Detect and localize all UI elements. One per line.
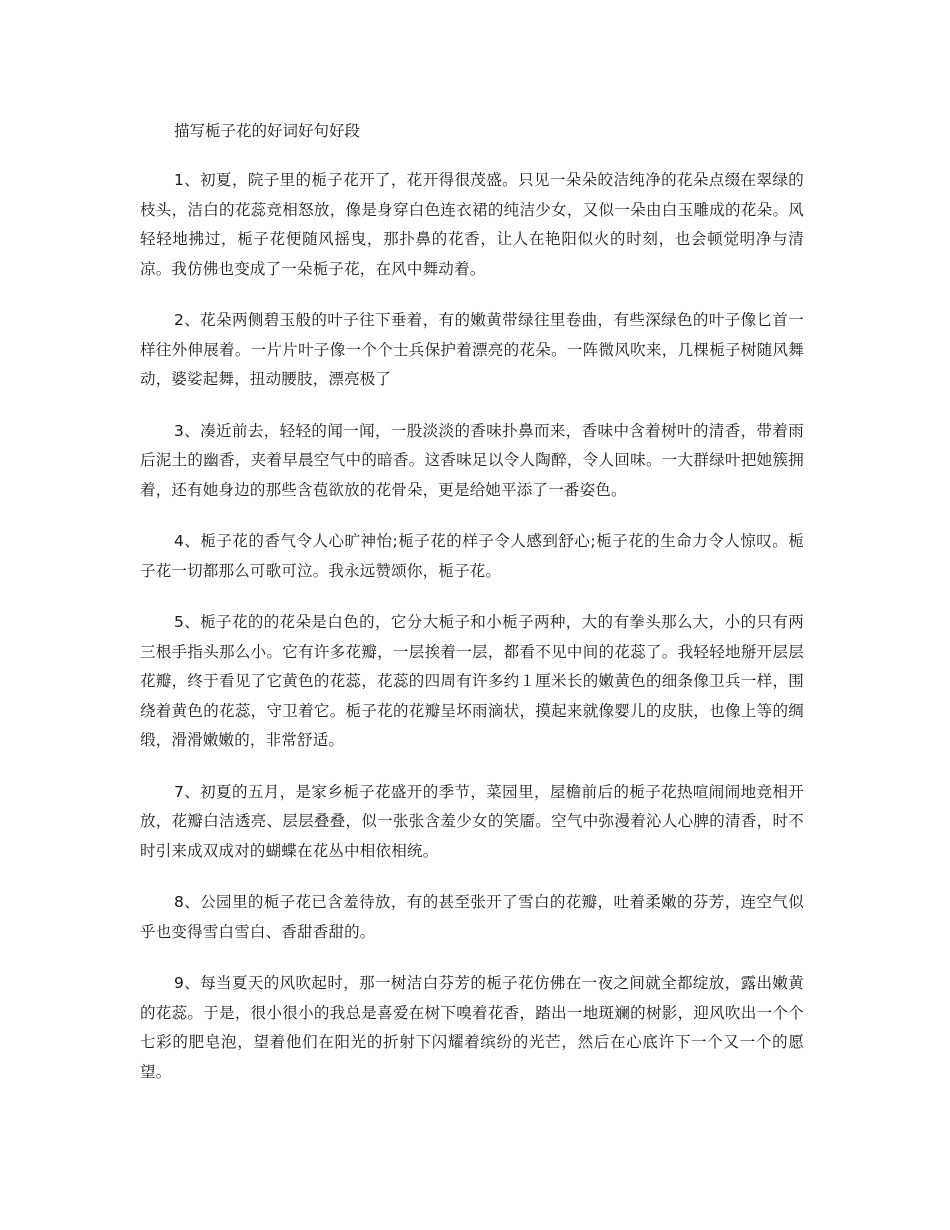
paragraph-3: 3、凑近前去，轻轻的闻一闻，一股淡淡的香味扑鼻而来，香味中含着树叶的清香，带着雨后泥土的幽香，夹着早晨空气中的暗香。这香味足以令人陶醉，令人回味。一大群绿叶把她簇拥着，还有她身边的那些含苞欲放的花骨朵，更是给她平添了一番姿色。 — [140, 421, 804, 499]
document-page — [140, 118, 804, 1109]
paragraph-8: 8、公园里的栀子花已含羞待放，有的甚至张开了雪白的花瓣，吐着柔嫩的芬芳，连空气似乎也变得雪白雪白、香甜香甜的。 — [140, 893, 804, 941]
paragraph-1: 1、初夏，院子里的栀子花开了，花开得很茂盛。只见一朵朵皎洁纯净的花朵点缀在翠绿的枝头，洁白的花蕊竞相怒放，像是身穿白色连衣裙的纯洁少女，又似一朵由白玉雕成的花朵。风轻轻地拂过，栀子花便随风摇曳，那扑鼻的花香，让人在艳阳似火的时刻，也会顿觉明净与清凉。我仿佛也变成了一朵栀子花，在风中舞动着。 — [140, 171, 804, 278]
paragraph-4: 4、栀子花的香气令人心旷神怡;栀子花的样子令人感到舒心;栀子花的生命力令人惊叹。栀子花一切都那么可歌可泣。我永远赞颂你，栀子花。 — [140, 532, 804, 580]
paragraph-2: 2、花朵两侧碧玉般的叶子往下垂着，有的嫩黄带绿往里卷曲，有些深绿色的叶子像匕首一样往外伸展着。一片片叶子像一个个士兵保护着漂亮的花朵。一阵微风吹来，几棵栀子树随风舞动，婆娑起舞，扭动腰肢，漂亮极了 — [140, 311, 804, 388]
paragraph-7: 7、初夏的五月，是家乡栀子花盛开的季节，菜园里，屋檐前后的栀子花热喧闹闹地竞相开放，花瓣白洁透亮、层层叠叠，似一张张含羞少女的笑靥。空气中弥漫着沁人心脾的清香，时不时引来成双成对的蝴蝶在花丛中相依相统。 — [140, 782, 804, 860]
paragraph-9: 9、每当夏天的风吹起时，那一树洁白芬芳的栀子花仿佛在一夜之间就全都绽放，露出嫩黄的花蕊。于是，很小很小的我总是喜爱在树下嗅着花香，踏出一地斑斓的树影，迎风吹出一个个七彩的肥皂泡，望着他们在阳光的折射下闪耀着缤纷的光芒，然后在心底许下一个又一个的愿望。 — [140, 974, 804, 1081]
document-title: 描写栀子花的好词好句好段 — [174, 122, 361, 140]
paragraph-5: 5、栀子花的的花朵是白色的，它分大栀子和小栀子两种，大的有拳头那么大，小的只有两三根手指头那么小。它有许多花瓣，一层挨着一层，都看不见中间的花蕊了。我轻轻地掰开层层花瓣，终于看见了它黄色的花蕊，花蕊的四周有许多约１厘米长的嫩黄色的细条像卫兵一样，围绕着黄色的花蕊，守卫着它。栀子花的花瓣呈坏雨滴状，摸起来就像婴儿的皮肤，也像上等的绸缎，滑滑嫩嫩的，非常舒适。 — [140, 613, 804, 749]
